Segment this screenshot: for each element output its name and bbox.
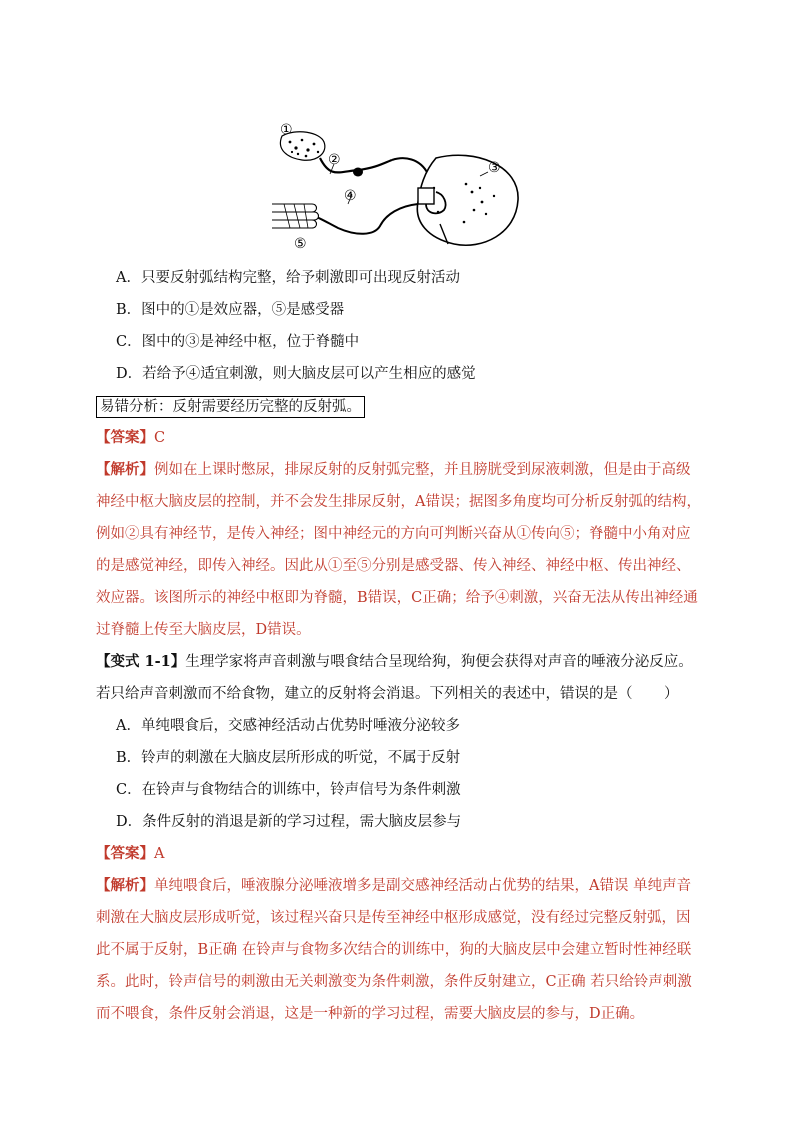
q1-option-c: C．图中的③是神经中枢，位于脊髓中: [116, 334, 360, 350]
q1-error-note: 易错分析：反射需要经历完整的反射弧。: [96, 396, 365, 418]
q1-analysis-line-5: 效应器。该图所示的神经中枢即为脊髓，B错误，C正确；给予④刺激，兴奋无法从传出神经通: [96, 590, 698, 606]
q1-option-d: D．若给予④适宜刺激，则大脑皮层可以产生相应的感觉: [116, 366, 476, 382]
q2-analysis-line-2: 刺激在大脑皮层形成听觉，该过程兴奋只是传至神经中枢形成感觉，没有经过完整反射弧，因: [96, 910, 691, 926]
q1-analysis-text-1: 例如在上课时憋尿，排尿反射的反射弧完整，并且膀胱受到尿液刺激，但是由于高级: [154, 462, 691, 478]
q2-analysis-line-1: [96, 876, 696, 896]
q2-option-b: B．铃声的刺激在大脑皮层所形成的听觉，不属于反射: [116, 750, 461, 766]
q2-analysis-line-3: 此不属于反射，B正确 在铃声与食物多次结合的训练中，狗的大脑皮层中会建立暂时性神经联: [96, 942, 692, 958]
q2-analysis-line-5: 而不喂食，条件反射会消退，这是一种新的学习过程，需要大脑皮层的参与，D正确。: [96, 1006, 645, 1022]
q1-analysis-line-4: 的是感觉神经，即传入神经。因此从①至⑤分别是感受器、传入神经、神经中枢、传出神经、: [96, 558, 691, 574]
q1-analysis-line-3: 例如②具有神经节，是传入神经；图中神经元的方向可判断兴奋从①传向⑤；脊髓中小角对应: [96, 526, 691, 542]
q1-answer-value: C: [154, 430, 166, 446]
q1-answer: [96, 428, 696, 448]
reflex-arc-diagram: [268, 118, 532, 254]
q2-answer: [96, 844, 696, 864]
reflex-arc-figure: [268, 118, 532, 254]
q2-answer-value: A: [154, 846, 165, 862]
q2-stem-text-1: 生理学家将声音刺激与喂食结合呈现给狗，狗便会获得对声音的唾液分泌反应。: [185, 654, 693, 670]
efferent-nerve: [314, 204, 418, 234]
ganglion: [353, 168, 363, 177]
label-5: ⑤: [294, 236, 307, 252]
q1-analysis-tag: 【解析】: [96, 461, 154, 478]
label-3: ③: [488, 160, 501, 176]
q1-analysis-line-2: 神经中枢大脑皮层的控制，并不会发生排尿反射，A错误；据图多角度均可分析反射弧的结构，: [96, 494, 701, 510]
label-2: ②: [328, 152, 341, 168]
q2-analysis-line-4: 系。此时，铃声信号的刺激由无关刺激变为条件刺激，条件反射建立，C正确 若只给铃声刺激: [96, 974, 692, 990]
q2-analysis-tag: 【解析】: [96, 877, 154, 894]
q2-option-d: D．条件反射的消退是新的学习过程，需大脑皮层参与: [116, 814, 462, 830]
q2-stem-text-2: 若只给声音刺激而不给食物，建立的反射将会消退。下列相关的表述中，错误的是（: [96, 686, 633, 702]
label-1: ①: [280, 122, 293, 138]
label-4: ④: [344, 188, 357, 204]
synapse-box: [418, 188, 434, 204]
q1-analysis-line-1: [96, 460, 696, 480]
q2-option-c: C．在铃声与食物结合的训练中，铃声信号为条件刺激: [116, 782, 461, 798]
q1-analysis-line-6: 过脊髓上传至大脑皮层，D错误。: [96, 622, 311, 638]
q1-option-a: A．只要反射弧结构完整，给予刺激即可出现反射活动: [116, 270, 460, 286]
q2-analysis-text-1: 单纯喂食后，唾液腺分泌唾液增多是副交感神经活动占优势的结果，A错误 单纯声音: [154, 878, 692, 894]
q2-stem-line-1: [96, 652, 696, 672]
q2-option-a: A．单纯喂食后，交感神经活动占优势时唾液分泌较多: [116, 718, 460, 734]
q2-answer-tag: 【答案】: [96, 845, 154, 862]
q1-option-b: B．图中的①是效应器，⑤是感受器: [116, 302, 345, 318]
q1-answer-tag: 【答案】: [96, 429, 154, 446]
q2-tag: 【变式 1-1】: [96, 653, 186, 670]
q2-stem-close-paren: ）: [664, 686, 679, 702]
q2-stem-line-2: [96, 684, 696, 704]
